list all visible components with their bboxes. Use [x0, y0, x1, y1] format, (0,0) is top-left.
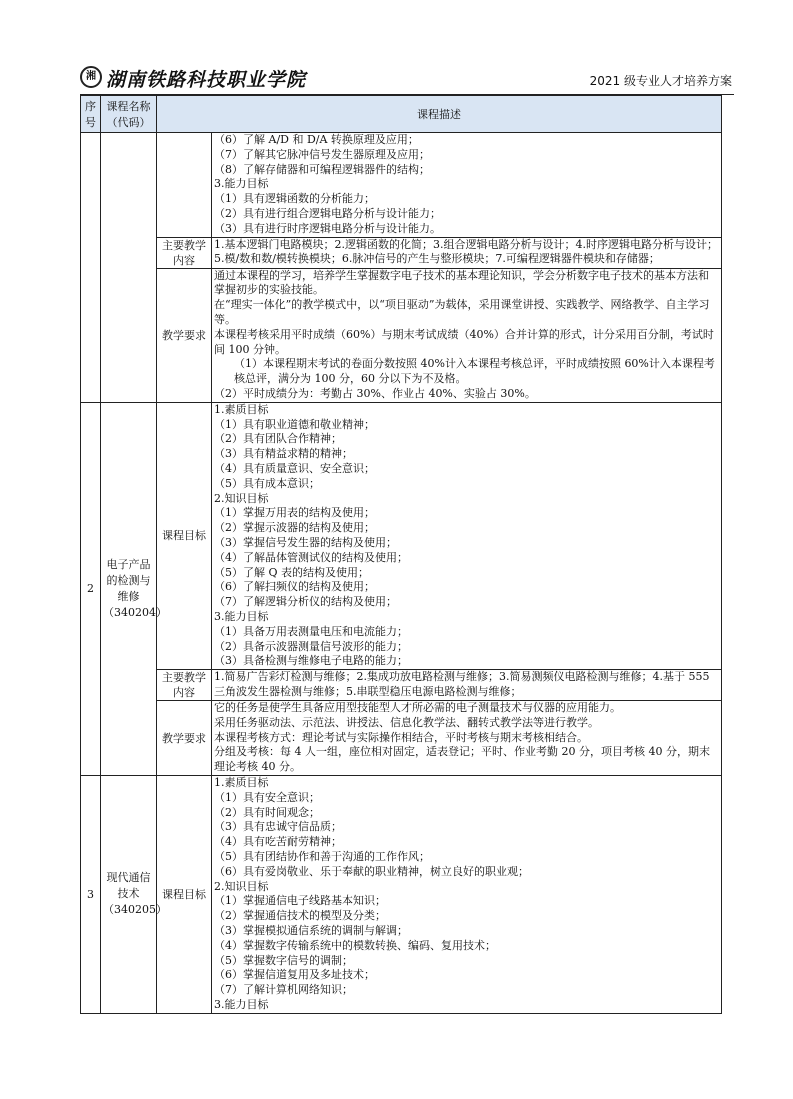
- list-item: （4）掌握数字传输系统中的模数转换、编码、复用技术；: [214, 938, 496, 952]
- content-text: 1.简易广告彩灯检测与维修；2.集成功放电路检测与维修；3.简易测频仪电路检测与维修；4.基于 555 三角波发生器检测与维修；5.串联型稳压电源电路检测与维修；: [214, 670, 710, 698]
- list-item: 3.能力目标: [214, 609, 269, 623]
- list-item: （1）具备万用表测量电压和电流能力；: [214, 624, 408, 638]
- list-item: 3.能力目标: [214, 177, 269, 191]
- list-item: 1.素质目标: [214, 402, 269, 416]
- content-text: 1.基本逻辑门电路模块；2.逻辑函数的化简；3.组合逻辑电路分析与设计；4.时序逻辑电路分析与设计；5.模/数和数/模转换模块；6.脉冲信号的产生与整形模块；7.可编程逻辑器件模块和存储器；: [214, 237, 718, 266]
- row-category-empty: [157, 133, 212, 238]
- list-item: （2）具备示波器测量信号波形的能力；: [214, 639, 408, 653]
- list-item: （4）具有质量意识、安全意识；: [214, 461, 375, 475]
- requirement-cell: [212, 701, 722, 776]
- course-number: 3: [81, 776, 101, 1014]
- list-item: （5）具有团结协作和善于沟通的工作作风；: [214, 850, 430, 864]
- table-row: [81, 670, 722, 701]
- document-title: 2021 级专业人才培养方案: [589, 74, 732, 88]
- list-item: 通过本课程的学习，培养学生掌握数字电子技术的基本理论知识，学会分析数字电子技术的基本方法和掌握初步的实验技能。: [214, 268, 709, 297]
- list-item: （3）掌握模拟通信系统的调制与解调；: [214, 924, 408, 938]
- table-row: [81, 776, 722, 1014]
- list-item: （3）具备检测与维修电子电路的能力；: [214, 654, 408, 668]
- list-item: （1）具有安全意识；: [214, 790, 320, 804]
- list-item: （2）平时成绩分为：考勤占 30%、作业占 40%、实验占 30%。: [214, 386, 536, 400]
- list-item: （2）具有时间观念；: [214, 805, 320, 819]
- list-item: 它的任务是使学生具备应用型技能型人才所必需的电子测量技术与仪器的应用能力。: [214, 701, 621, 715]
- list-item: 2.知识目标: [214, 491, 269, 505]
- list-item: 3.能力目标: [214, 998, 269, 1012]
- header-description: 课程描述: [157, 96, 722, 133]
- list-item: （3）具有进行时序逻辑电路分析与设计能力。: [214, 221, 441, 235]
- school-name: 湖南铁路科技职业学院: [106, 69, 307, 91]
- list-item: （3）具有忠诚守信品质；: [214, 820, 342, 834]
- table-row: [81, 701, 722, 776]
- category-label: 教学要求: [157, 701, 212, 776]
- course-name-cell: [101, 776, 167, 1014]
- goal-cell: [212, 776, 722, 1014]
- requirement-cell: [212, 268, 722, 402]
- table-header-row: [81, 96, 722, 133]
- list-item: （6）具有爱岗敬业、乐于奉献的职业精神，树立良好的职业观；: [214, 864, 529, 878]
- list-item: （6）了解扫频仪的结构及使用；: [214, 580, 375, 594]
- table-row: [81, 402, 722, 669]
- list-item: （4）了解晶体管测试仪的结构及使用；: [214, 550, 408, 564]
- list-item: （4）具有吃苦耐劳精神；: [214, 835, 342, 849]
- list-item: （3）具有精益求精的精神；: [214, 447, 353, 461]
- list-item: （2）具有团队合作精神；: [214, 432, 342, 446]
- list-item: （1）具有职业道德和敬业精神；: [214, 417, 375, 431]
- table-row: [81, 268, 722, 402]
- category-label: 主要教学内容: [157, 670, 212, 701]
- course-code: （340205）: [103, 903, 167, 917]
- list-item: 1.素质目标: [214, 776, 269, 790]
- list-item: （2）掌握示波器的结构及使用；: [214, 521, 375, 535]
- list-item: （2）具有进行组合逻辑电路分析与设计能力；: [214, 206, 441, 220]
- list-item: （7）了解其它脉冲信号发生器原理及应用；: [214, 147, 430, 161]
- header-course-name: 课程名称（代码）: [101, 96, 157, 133]
- content-cell: [212, 237, 722, 268]
- table-row: [81, 237, 722, 268]
- list-item: （6）了解 A/D 和 D/A 转换原理及应用；: [214, 133, 419, 146]
- goal-cell: [212, 133, 722, 238]
- course-name-cell: [101, 402, 167, 775]
- school-logo-icon: 湘: [80, 66, 102, 88]
- course-name: 电子产品的检测与维修: [106, 557, 151, 603]
- list-item: （5）具有成本意识；: [214, 476, 320, 490]
- list-item: 2.知识目标: [214, 879, 269, 893]
- category-label: 课程目标: [157, 776, 212, 1014]
- content-cell: [212, 670, 722, 701]
- list-item: （7）了解计算机网络知识；: [214, 983, 353, 997]
- goal-cell: [212, 402, 722, 669]
- course-name: 现代通信技术: [106, 871, 151, 901]
- row-no-empty: [81, 133, 101, 403]
- list-item: 本课程考核方式：理论考试与实际操作相结合，平时考核与期末考核相结合。: [214, 730, 588, 744]
- list-item: 采用任务驱动法、示范法、讲授法、信息化教学法、翻转式教学法等进行教学。: [214, 715, 599, 729]
- list-item: （7）了解逻辑分析仪的结构及使用；: [214, 595, 397, 609]
- list-item: 在“理实一体化”的教学模式中，以“项目驱动”为载体，采用课堂讲授、实践教学、网络教学、自主学习等。: [214, 298, 710, 326]
- category-label: 课程目标: [157, 402, 212, 669]
- page-header: [80, 64, 734, 95]
- table-row: [81, 133, 722, 238]
- list-item: （3）掌握信号发生器的结构及使用；: [214, 535, 397, 549]
- list-item: （6）掌握信道复用及多址技术；: [214, 968, 375, 982]
- list-item: 分组及考核：每 4 人一组，座位相对固定，适表登记；平时、作业考勤 20 分，项目考核 40 分，期末理论考核 40 分。: [214, 745, 710, 774]
- list-item: （2）掌握通信技术的模型及分类；: [214, 909, 386, 923]
- header-no: 序号: [81, 96, 101, 133]
- list-item: （1）掌握万用表的结构及使用；: [214, 506, 375, 520]
- list-item: （8）了解存储器和可编程逻辑器件的结构；: [214, 162, 430, 176]
- list-item: （5）掌握数字信号的调制；: [214, 953, 353, 967]
- category-label: 主要教学内容: [157, 237, 212, 268]
- category-label: 教学要求: [157, 268, 212, 402]
- list-item: （1）本课程期末考试的卷面分数按照 40%计入本课程考核总评，平时成绩按照 60%计入本课程考核总评，满分为 100 分，60 分以下为不及格。: [234, 357, 715, 386]
- list-item: （1）掌握通信电子线路基本知识；: [214, 894, 386, 908]
- course-code: （340204）: [103, 605, 167, 619]
- course-table: [80, 95, 722, 1014]
- list-item: （1）具有逻辑函数的分析能力；: [214, 192, 375, 206]
- list-item: 本课程考核采用平时成绩（60%）与期末考试成绩（40%）合并计算的形式，计分采用百分制，考试时间 100 分钟。: [214, 327, 714, 356]
- list-item: （5）了解 Q 表的结构及使用；: [214, 565, 370, 579]
- course-number: 2: [81, 402, 101, 775]
- row-name-empty: [101, 133, 157, 403]
